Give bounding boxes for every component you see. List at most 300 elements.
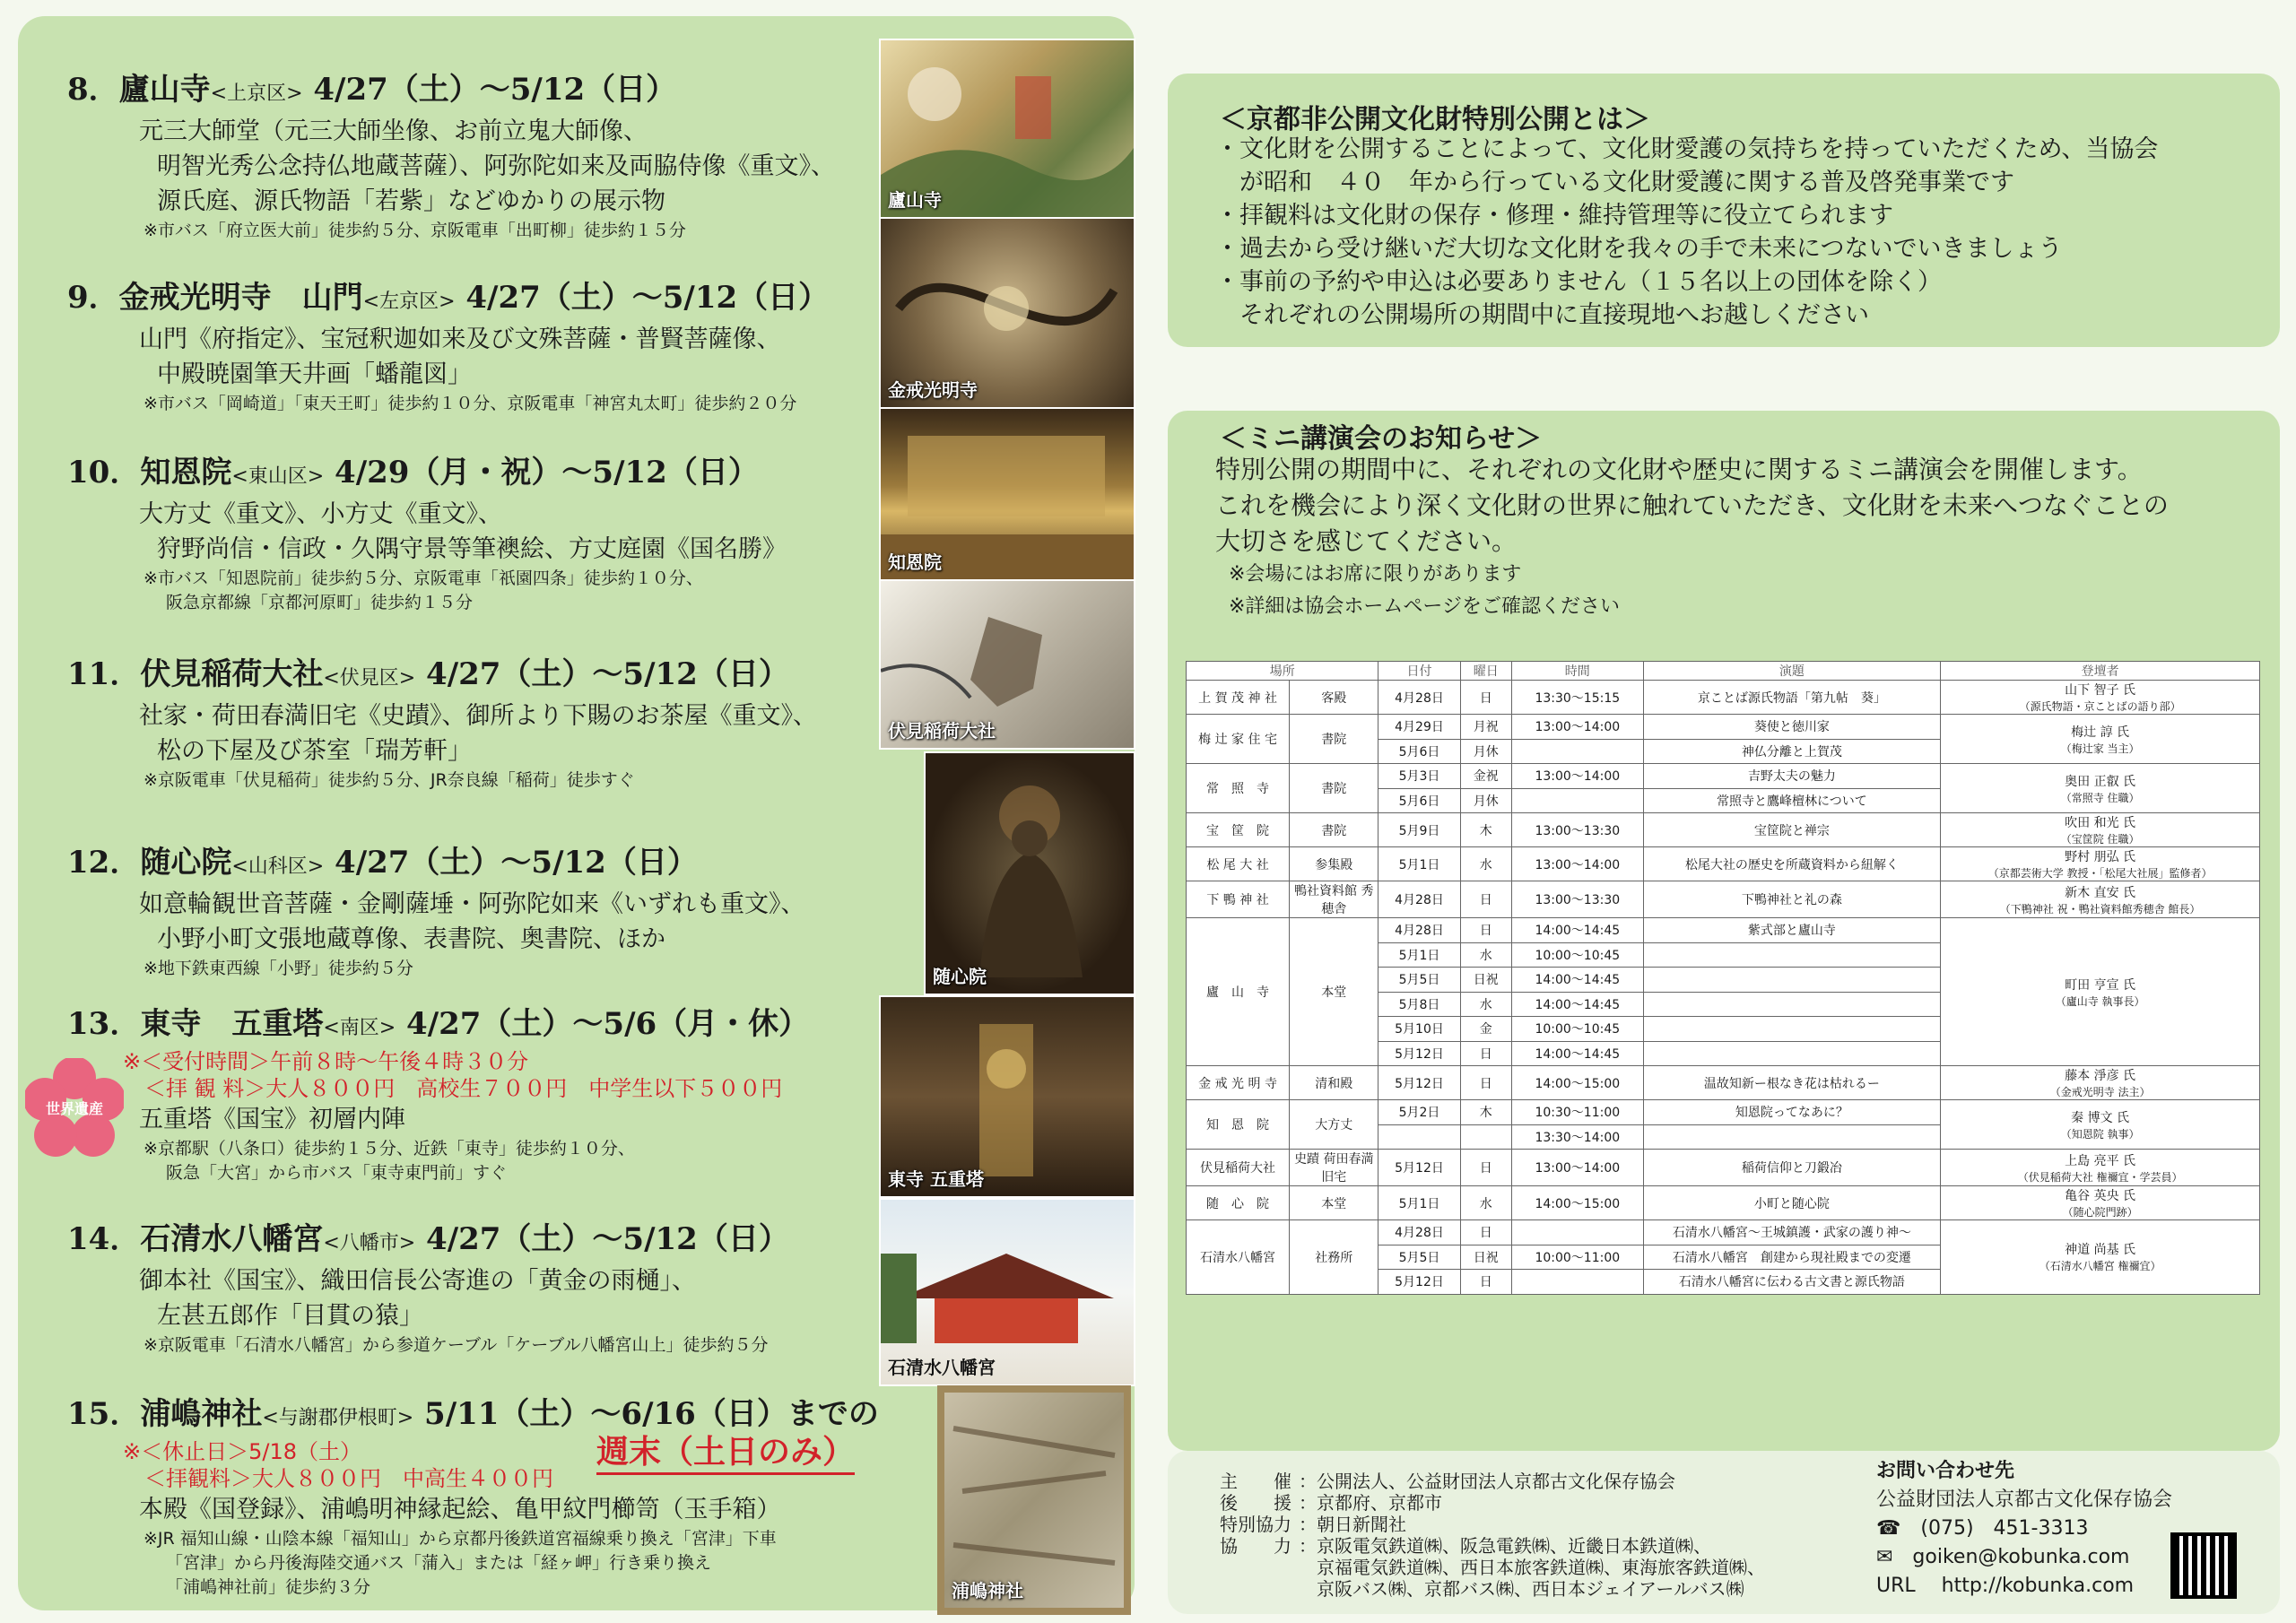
weekday-cell xyxy=(1460,1220,1512,1245)
speaker-cell xyxy=(1941,681,2260,715)
speaker-name: 神道 尚基 氏 xyxy=(2065,1243,2136,1258)
title-cell xyxy=(1643,788,1941,813)
time-cell xyxy=(1512,1124,1643,1150)
place-cell xyxy=(1187,715,1290,764)
photo-caption: 廬山寺 xyxy=(888,189,942,211)
weekday-cell-text: 水 xyxy=(1479,997,1492,1012)
speaker-name: 吹田 和光 氏 xyxy=(2065,816,2136,830)
title-cell xyxy=(1643,968,1941,993)
time-cell-text: 10:00～10:45 xyxy=(1535,1022,1621,1037)
title-cell xyxy=(1643,847,1941,881)
room-cell-text: 書院 xyxy=(1321,823,1347,838)
time-cell xyxy=(1512,764,1643,789)
date-cell xyxy=(1378,1100,1460,1125)
date-cell-text: 5月12日 xyxy=(1395,1076,1444,1091)
weekday-cell xyxy=(1460,968,1512,993)
room-cell xyxy=(1290,813,1378,847)
entry-description: 社家・荷田春満旧宅《史蹟》、御所より下賜のお茶屋《重文》、 xyxy=(139,702,817,730)
table-row xyxy=(1187,1150,2260,1186)
time-cell xyxy=(1512,788,1643,813)
time-cell-text: 10:30～11:00 xyxy=(1535,1106,1621,1121)
contact-phone[interactable]: ☎ (075) 451-3313 xyxy=(1876,1517,2089,1540)
room-cell xyxy=(1290,764,1378,813)
time-cell-text: 10:00～11:00 xyxy=(1535,1250,1621,1265)
title-cell xyxy=(1643,1100,1941,1125)
title-cell xyxy=(1643,1124,1941,1150)
entry-access-note: ※京阪電車「石清水八幡宮」から参道ケーブル「ケーブル八幡宮山上」徒歩約５分 xyxy=(144,1335,769,1355)
entry-15 xyxy=(67,1394,879,1600)
room-cell-text: 客殿 xyxy=(1321,690,1347,706)
table-row xyxy=(1187,1066,2260,1100)
speaker-role: （下鴨神社 祝・鴨社資料館秀穂舎 館長） xyxy=(1999,902,2201,916)
entry-name: 廬山寺 xyxy=(118,72,211,108)
time-cell xyxy=(1512,1220,1643,1245)
date-cell xyxy=(1378,968,1460,993)
time-cell xyxy=(1512,739,1643,764)
date-cell-text: 5月12日 xyxy=(1395,1275,1444,1290)
room-cell-text: 参集殿 xyxy=(1315,857,1353,872)
entry-area: <山科区> xyxy=(231,855,325,878)
speaker-cell xyxy=(1941,715,2260,764)
title-cell xyxy=(1643,1041,1941,1066)
date-cell-text: 5月12日 xyxy=(1395,1046,1444,1062)
contact-org: 公益財団法人京都古文化保存協会 xyxy=(1876,1488,2173,1511)
entry-description: 中殿暁園筆天井画「蟠龍図」 xyxy=(157,360,472,388)
entry-9 xyxy=(67,278,874,416)
date-cell xyxy=(1378,1124,1460,1150)
title-cell xyxy=(1643,739,1941,764)
table-row xyxy=(1187,1100,2260,1125)
weekday-cell xyxy=(1460,788,1512,813)
weekend-only-label: 週末（土日のみ） xyxy=(596,1427,855,1475)
entry-access-note: 「浦嶋神社前」徒歩約３分 xyxy=(166,1577,371,1597)
title-cell xyxy=(1643,918,1941,943)
entry-description: 左甚五郎作「目貫の猿」 xyxy=(157,1302,423,1330)
date-cell xyxy=(1378,942,1460,968)
time-cell xyxy=(1512,847,1643,881)
place-cell-text: 石清水八幡宮 xyxy=(1200,1250,1276,1265)
lecture-schedule-table xyxy=(1186,661,2260,1295)
weekday-cell-text: 水 xyxy=(1479,948,1492,963)
time-cell xyxy=(1512,968,1643,993)
place-cell-text: 松 尾 大 社 xyxy=(1206,857,1269,872)
table-row xyxy=(1187,764,2260,789)
entry-date: 4/27（土）～5/12（日） xyxy=(426,1221,789,1257)
entry-area: <伏見区> xyxy=(323,667,416,690)
title-cell xyxy=(1643,1017,1941,1042)
date-cell-text: 4月29日 xyxy=(1395,720,1444,735)
room-cell-text: 本堂 xyxy=(1321,985,1347,1000)
title-cell xyxy=(1643,992,1941,1017)
date-cell xyxy=(1378,881,1460,918)
weekday-cell-text: 日 xyxy=(1479,1226,1492,1241)
weekday-cell xyxy=(1460,1150,1512,1186)
entry-date: 4/29（月・祝）～5/12（日） xyxy=(335,455,759,490)
room-cell-text: 史蹟 荷田春満旧宅 xyxy=(1294,1152,1374,1185)
world-heritage-flower-icon xyxy=(25,1058,124,1157)
table-row xyxy=(1187,681,2260,715)
time-cell xyxy=(1512,881,1643,918)
place-cell-text: 知 恩 院 xyxy=(1206,1118,1270,1133)
weekday-cell xyxy=(1460,1066,1512,1100)
weekday-cell-text: 月祝 xyxy=(1473,720,1499,735)
entry-name: 東寺 五重塔 xyxy=(140,1006,324,1042)
table-header: 場所 xyxy=(1187,662,1378,681)
weekday-cell-text: 月休 xyxy=(1473,794,1499,809)
time-cell-text: 13:00～14:00 xyxy=(1535,769,1621,785)
time-cell-text: 13:00～14:00 xyxy=(1535,1161,1621,1176)
room-cell-text: 書院 xyxy=(1321,733,1347,747)
entry-heading xyxy=(67,1219,874,1263)
room-cell xyxy=(1290,881,1378,918)
photo-toji xyxy=(879,995,1135,1198)
table-row xyxy=(1187,881,2260,918)
entry-12 xyxy=(67,843,874,981)
room-cell xyxy=(1290,918,1378,1066)
table-header: 時間 xyxy=(1512,662,1643,681)
time-cell-text: 14:00～14:45 xyxy=(1535,997,1621,1012)
weekday-cell-text: 木 xyxy=(1479,1106,1492,1121)
table-row xyxy=(1187,918,2260,943)
entry-access-note: 阪急京都線「京都河原町」徒歩約１５分 xyxy=(166,593,474,612)
entry-description: 山門《府指定》、宝冠釈迦如来及び文殊菩薩・普賢菩薩像、 xyxy=(139,325,781,353)
entry-number: 12． xyxy=(67,845,141,881)
date-cell-text: 5月1日 xyxy=(1398,948,1440,963)
entry-description: 源氏庭、源氏物語「若紫」などゆかりの展示物 xyxy=(157,187,665,215)
date-cell-text: 5月5日 xyxy=(1398,973,1440,988)
place-cell-text: 金 戒 光 明 寺 xyxy=(1198,1076,1277,1091)
time-cell xyxy=(1512,1245,1643,1270)
date-cell-text: 5月9日 xyxy=(1398,823,1440,838)
weekday-cell-text: 金 xyxy=(1479,1022,1492,1037)
entry-date: 4/27（土）～5/6（月・休） xyxy=(406,1006,810,1042)
date-cell xyxy=(1378,764,1460,789)
weekday-cell-text: 水 xyxy=(1479,1196,1492,1211)
entry-heading xyxy=(67,278,874,322)
photo-caption: 金戒光明寺 xyxy=(888,379,978,401)
speaker-role: （知恩院 執事） xyxy=(2060,1127,2140,1141)
title-cell-text: 京ことば源氏物語「第九帖 葵」 xyxy=(1697,690,1886,706)
speaker-name: 藤本 淨彦 氏 xyxy=(2065,1069,2136,1083)
speaker-role: （伏見稲荷大社 権禰宜・学芸員） xyxy=(2017,1170,2183,1184)
title-cell-text: 松尾大社の歴史を所蔵資料から紐解く xyxy=(1684,857,1899,872)
credit-label: 特別協力 xyxy=(1220,1514,1292,1535)
weekday-cell xyxy=(1460,1245,1512,1270)
time-cell xyxy=(1512,813,1643,847)
weekday-cell xyxy=(1460,1270,1512,1295)
entry-admission-note: ＜拝 観 料＞大人８００円 高校生７００円 中学生以下５００円 xyxy=(123,1076,783,1101)
contact-url[interactable]: URL http://kobunka.com xyxy=(1876,1575,2135,1597)
entry-heading xyxy=(67,655,874,699)
time-cell-text: 10:00～10:45 xyxy=(1535,948,1621,963)
time-cell xyxy=(1512,918,1643,943)
title-cell xyxy=(1643,1245,1941,1270)
entry-date: 4/27（土）～5/12（日） xyxy=(313,72,677,108)
weekday-cell-text: 日 xyxy=(1479,1046,1492,1062)
date-cell-text: 5月5日 xyxy=(1398,1250,1440,1265)
speaker-cell xyxy=(1941,881,2260,918)
weekday-cell-text: 月休 xyxy=(1473,744,1499,759)
about-line: ・事前の予約や申込は必要ありません（１５名以上の団体を除く） xyxy=(1215,268,1942,296)
entry-area: <上京区> xyxy=(210,82,303,105)
entry-area: <東山区> xyxy=(231,465,325,488)
room-cell-text: 社務所 xyxy=(1315,1250,1353,1265)
room-cell xyxy=(1290,681,1378,715)
entry-description: 御本社《国宝》、織田信長公寄進の「黄金の雨樋」、 xyxy=(139,1267,696,1295)
entry-13 xyxy=(67,1004,874,1185)
date-cell-text: 5月1日 xyxy=(1398,857,1440,872)
speaker-role: （常照寺 住職） xyxy=(2060,791,2140,804)
entry-description: 大方丈《重文》、小方丈《重文》、 xyxy=(139,500,502,528)
lecture-note: ※会場にはお席に限りがあります xyxy=(1229,563,1522,586)
weekday-cell xyxy=(1460,1124,1512,1150)
entry-access-note: ※京阪電車「伏見稲荷」徒歩約５分、JR奈良線「稲荷」徒歩すぐ xyxy=(144,770,635,790)
photo-konkai xyxy=(879,217,1135,409)
speaker-name: 亀谷 英央 氏 xyxy=(2065,1189,2136,1203)
about-line: それぞれの公開場所の期間中に直接現地へお越しください xyxy=(1215,301,1869,329)
weekday-cell-text: 日 xyxy=(1479,1161,1492,1176)
place-cell xyxy=(1187,1100,1290,1150)
weekday-cell-text: 水 xyxy=(1479,857,1492,872)
world-heritage-label: 世界遺産 xyxy=(45,1100,104,1117)
speaker-name: 上島 亮平 氏 xyxy=(2065,1153,2136,1168)
credit-value: ：京阪電気鉄道㈱、阪急電鉄㈱、近畿日本鉄道㈱、 xyxy=(1299,1535,1711,1557)
entry-number: 8． xyxy=(67,72,119,108)
entry-11 xyxy=(67,655,874,793)
speaker-cell xyxy=(1941,1220,2260,1295)
qr-code-icon[interactable] xyxy=(2170,1532,2237,1599)
weekday-cell-text: 日 xyxy=(1479,1076,1492,1091)
title-cell xyxy=(1643,1220,1941,1245)
date-cell-text: 5月12日 xyxy=(1395,1161,1444,1176)
table-row xyxy=(1187,1220,2260,1245)
date-cell-text: 4月28日 xyxy=(1395,1226,1444,1241)
weekday-cell xyxy=(1460,681,1512,715)
entry-area: <南区> xyxy=(323,1017,396,1039)
date-cell xyxy=(1378,847,1460,881)
weekday-cell-text: 日 xyxy=(1479,690,1492,706)
entry-date: 4/27（土）～5/12（日） xyxy=(465,280,830,316)
date-cell xyxy=(1378,1186,1460,1220)
date-cell-text: 5月6日 xyxy=(1398,744,1440,759)
speaker-name: 梅辻 諄 氏 xyxy=(2071,725,2130,740)
weekday-cell xyxy=(1460,847,1512,881)
entry-heading xyxy=(67,1004,874,1048)
credit-label: 後 援 xyxy=(1220,1492,1292,1514)
credit-value: ：朝日新聞社 xyxy=(1299,1514,1406,1535)
photo-caption: 浦嶋神社 xyxy=(952,1580,1023,1601)
date-cell-text: 5月1日 xyxy=(1398,1196,1440,1211)
weekday-cell-text: 日祝 xyxy=(1473,1250,1499,1265)
room-cell xyxy=(1290,1150,1378,1186)
weekday-cell-text: 日祝 xyxy=(1473,973,1499,988)
entry-description: 明智光秀公念持仏地蔵菩薩）、阿弥陀如来及両脇侍像《重文》、 xyxy=(157,152,835,180)
time-cell xyxy=(1512,1100,1643,1125)
entry-number: 13． xyxy=(67,1006,141,1042)
place-cell xyxy=(1187,1220,1290,1295)
table-header: 曜日 xyxy=(1460,662,1512,681)
title-cell-text: 温故知新ー根なき花は枯れるー xyxy=(1703,1076,1880,1091)
photo-caption: 知恩院 xyxy=(888,551,942,573)
place-cell xyxy=(1187,813,1290,847)
table-row xyxy=(1187,813,2260,847)
weekday-cell xyxy=(1460,813,1512,847)
weekday-cell xyxy=(1460,764,1512,789)
date-cell-text: 5月8日 xyxy=(1398,997,1440,1012)
entry-description: 狩野尚信・信政・久隅守景等筆襖絵、方丈庭園《国名勝》 xyxy=(157,535,787,563)
photo-fushimi xyxy=(879,579,1135,750)
speaker-role: （金戒光明寺 法主） xyxy=(2049,1086,2151,1098)
entry-date: 4/27（土）～5/12（日） xyxy=(426,656,789,692)
place-cell-text: 廬 山 寺 xyxy=(1206,985,1270,1000)
table-row xyxy=(1187,715,2260,740)
place-cell-text: 常 照 寺 xyxy=(1206,782,1270,796)
weekday-cell-text: 木 xyxy=(1479,823,1492,838)
table-header: 日付 xyxy=(1378,662,1460,681)
entry-access-note: 「宮津」から丹後海陸交通バス「蒲入」または「経ヶ岬」行き乗り換え xyxy=(166,1553,712,1573)
room-cell-text: 本堂 xyxy=(1321,1196,1347,1211)
entry-description: 小野小町文張地蔵尊像、表書院、奥書院、ほか xyxy=(157,925,665,953)
speaker-name: 新木 直安 氏 xyxy=(2065,885,2136,900)
time-cell-text: 14:00～14:45 xyxy=(1535,973,1621,988)
entry-description: 本殿《国登録》、浦嶋明神縁起絵、亀甲紋門櫛笥（玉手箱） xyxy=(139,1496,781,1523)
speaker-role: （石清水八幡宮 権禰宜） xyxy=(2039,1260,2161,1273)
entry-name: 金戒光明寺 山門 xyxy=(118,280,363,316)
entry-10 xyxy=(67,453,874,615)
time-cell xyxy=(1512,1186,1643,1220)
time-cell-text: 13:30～15:15 xyxy=(1535,690,1621,706)
title-cell-text: 神仏分離と上賀茂 xyxy=(1741,744,1842,759)
title-cell-text: 常照寺と鷹峰檀林について xyxy=(1717,794,1867,809)
time-cell xyxy=(1512,1270,1643,1295)
entry-heading xyxy=(67,843,874,887)
time-cell-text: 13:00～13:30 xyxy=(1535,823,1621,838)
contact-email[interactable]: ✉ goiken@kobunka.com xyxy=(1876,1546,2130,1568)
title-cell xyxy=(1643,1066,1941,1100)
title-cell xyxy=(1643,1270,1941,1295)
title-cell xyxy=(1643,881,1941,918)
place-cell xyxy=(1187,918,1290,1066)
place-cell-text: 梅 辻 家 住 宅 xyxy=(1198,733,1277,747)
room-cell xyxy=(1290,1186,1378,1220)
speaker-cell xyxy=(1941,1186,2260,1220)
time-cell xyxy=(1512,1150,1643,1186)
place-cell xyxy=(1187,681,1290,715)
entry-admission-note: ＜拝観料＞大人８００円 中高生４００円 xyxy=(123,1466,553,1491)
entry-access-note: ※市バス「岡崎道」「東天王町」徒歩約１０分、京阪電車「神宮丸太町」徒歩約２０分 xyxy=(144,394,797,413)
speaker-cell xyxy=(1941,1066,2260,1100)
about-line: ・拝観料は文化財の保存・修理・維持管理等に役立てられます xyxy=(1215,202,1893,230)
weekday-cell xyxy=(1460,715,1512,740)
room-cell-text: 鴨社資料館 秀穂舎 xyxy=(1294,884,1374,916)
entry-access-note: ※JR 福知山線・山陰本線「福知山」から京都丹後鉄道宮福線乗り換え「宮津」下車 xyxy=(144,1529,777,1549)
place-cell xyxy=(1187,1150,1290,1186)
photo-caption: 石清水八幡宮 xyxy=(888,1357,996,1378)
table-header: 演題 xyxy=(1643,662,1941,681)
entry-access-note: ※京都駅（八条口）徒歩約１５分、近鉄「東寺」徒歩約１０分、 xyxy=(144,1139,635,1159)
title-cell-text: 石清水八幡宮〜王城鎮護・武家の護り神〜 xyxy=(1672,1226,1911,1241)
about-title: ＜京都非公開文化財特別公開とは＞ xyxy=(1220,104,1650,135)
room-cell-text: 清和殿 xyxy=(1315,1076,1353,1091)
entry-access-note: 阪急「大宮」から市バス「東寺東門前」すぐ xyxy=(166,1163,508,1183)
time-cell xyxy=(1512,1017,1643,1042)
date-cell xyxy=(1378,1220,1460,1245)
entry-number: 15． xyxy=(67,1396,141,1432)
entry-description: 元三大師堂（元三大師坐像、お前立鬼大師像、 xyxy=(139,117,648,145)
entry-description: 五重塔《国宝》初層内陣 xyxy=(139,1106,405,1133)
date-cell xyxy=(1378,1017,1460,1042)
entry-area: <与謝郡伊根町> xyxy=(262,1407,414,1429)
speaker-cell xyxy=(1941,847,2260,881)
date-cell xyxy=(1378,918,1460,943)
photo-chionin xyxy=(879,407,1135,581)
photo-iwashimizu xyxy=(879,1198,1135,1386)
time-cell-text: 13:00～14:00 xyxy=(1535,720,1621,735)
room-cell-text: 大方丈 xyxy=(1315,1118,1353,1133)
title-cell-text: 石清水八幡宮に伝わる古文書と源氏物語 xyxy=(1678,1275,1905,1290)
credit-label: 協 力 xyxy=(1220,1535,1292,1557)
room-cell xyxy=(1290,715,1378,764)
time-cell-text: 13:00～14:00 xyxy=(1535,857,1621,872)
room-cell xyxy=(1290,1100,1378,1150)
time-cell-text: 14:00～14:45 xyxy=(1535,924,1621,939)
speaker-name: 山下 智子 氏 xyxy=(2065,683,2136,698)
entry-name: 随心院 xyxy=(140,845,232,881)
scroll-painting-icon xyxy=(944,1393,1124,1608)
time-cell xyxy=(1512,715,1643,740)
speaker-cell xyxy=(1941,1100,2260,1150)
entry-area: <左京区> xyxy=(362,291,456,313)
title-cell-text: 宝筐院と禅宗 xyxy=(1753,823,1830,838)
speaker-cell xyxy=(1941,813,2260,847)
time-cell-text: 14:00～15:00 xyxy=(1535,1196,1621,1211)
entry-access-note: ※市バス「府立医大前」徒歩約５分、京阪電車「出町柳」徒歩約１５分 xyxy=(144,221,686,240)
place-cell xyxy=(1187,1186,1290,1220)
entry-access-note: ※市バス「知恩院前」徒歩約５分、京阪電車「祇園四条」徒歩約１０分、 xyxy=(144,568,703,588)
date-cell xyxy=(1378,1270,1460,1295)
weekday-cell xyxy=(1460,1186,1512,1220)
speaker-role: （京都芸術大学 教授・「松尾大社展」監修者） xyxy=(1987,867,2213,880)
title-cell-text: 石清水八幡宮 創建から現社殿までの変遷 xyxy=(1672,1250,1911,1265)
speaker-name: 奥田 正叡 氏 xyxy=(2065,774,2136,789)
time-cell xyxy=(1512,681,1643,715)
title-cell-text: 紫式部と廬山寺 xyxy=(1747,924,1836,939)
title-cell xyxy=(1643,942,1941,968)
title-cell xyxy=(1643,681,1941,715)
time-cell xyxy=(1512,1066,1643,1100)
table-row xyxy=(1187,847,2260,881)
title-cell-text: 小町と随心院 xyxy=(1753,1196,1830,1211)
speaker-name: 秦 博文 氏 xyxy=(2071,1110,2130,1125)
weekday-cell-text: 金祝 xyxy=(1473,769,1499,785)
time-cell xyxy=(1512,942,1643,968)
weekday-cell xyxy=(1460,1017,1512,1042)
weekday-cell xyxy=(1460,918,1512,943)
date-cell xyxy=(1378,992,1460,1017)
date-cell xyxy=(1378,1150,1460,1186)
entry-heading xyxy=(67,70,874,114)
title-cell-text: 葵使と徳川家 xyxy=(1753,720,1830,735)
entry-date: 5/11（土）～6/16（日）までの xyxy=(424,1396,879,1432)
credit-value: ：公開法人、公益財団法人京都古文化保存協会 xyxy=(1299,1471,1675,1492)
date-cell-text: 4月28日 xyxy=(1395,690,1444,706)
lecture-note: ※詳細は協会ホームページをご確認ください xyxy=(1229,595,1620,618)
room-cell-text: 書院 xyxy=(1321,782,1347,796)
entry-number: 11． xyxy=(67,656,141,692)
title-cell xyxy=(1643,813,1941,847)
place-cell-text: 宝 筐 院 xyxy=(1206,823,1270,838)
lecture-line: 特別公開の期間中に、それぞれの文化財や歴史に関するミニ講演会を開催します。 xyxy=(1215,455,2143,484)
